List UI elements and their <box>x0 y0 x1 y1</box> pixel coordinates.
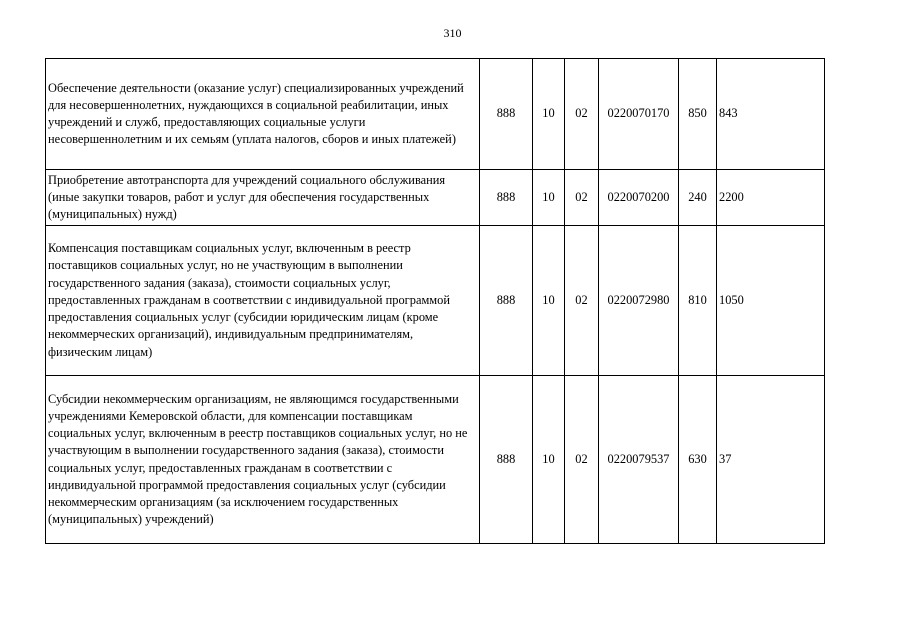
amount-value: 37 <box>717 376 825 544</box>
ministry-code: 888 <box>480 59 533 170</box>
section-code: 10 <box>533 376 565 544</box>
row-description: Обеспечение деятельности (оказание услуг) специализированных учреждений для несовершеннолетних, нуждающихся в социальной реабилитации, иных учреждений и служб, предоставляющих социальные услуги несовершеннолетним и их семьям (уплата налогов, сборов и иных платежей) <box>46 59 480 170</box>
ministry-code: 888 <box>480 170 533 226</box>
row-description: Субсидии некоммерческим организациям, не являющимся государственными учреждениями Кемеровской области, для компенсации поставщикам социальных услуг, включенным в реестр поставщиков социальных услуг, но не участвующим в выполнении государственного задания (заказа), стоимости социальных услуг, предоставленных гражданам в соответствии с индивидуальной программой предоставления социальных услуг (субсидии некоммерческим организациям (за исключением государственных (муниципальных) учреждений) <box>46 376 480 544</box>
amount-value: 843 <box>717 59 825 170</box>
target-article-code: 0220070200 <box>599 170 679 226</box>
table-row <box>46 226 825 376</box>
target-article-code: 0220070170 <box>599 59 679 170</box>
row-description: Компенсация поставщикам социальных услуг, включенным в реестр поставщиков социальных услуг, но не участвующим в выполнении государственного задания (заказа), стоимости социальных услуг, предоставленных гражданам в соответствии с индивидуальной программой предоставления социальных услуг (субсидии юридическим лицам (кроме некоммерческих организаций), индивидуальным предпринимателям, физическим лицам) <box>46 226 480 376</box>
expense-type-code: 630 <box>679 376 717 544</box>
subsection-code: 02 <box>565 376 599 544</box>
ministry-code: 888 <box>480 376 533 544</box>
subsection-code: 02 <box>565 59 599 170</box>
table-row <box>46 376 825 544</box>
section-code: 10 <box>533 59 565 170</box>
subsection-code: 02 <box>565 170 599 226</box>
target-article-code: 0220072980 <box>599 226 679 376</box>
expense-type-code: 240 <box>679 170 717 226</box>
page-number: 310 <box>443 26 462 40</box>
section-code: 10 <box>533 226 565 376</box>
ministry-code: 888 <box>480 226 533 376</box>
expense-type-code: 850 <box>679 59 717 170</box>
subsection-code: 02 <box>565 226 599 376</box>
amount-value: 1050 <box>717 226 825 376</box>
table-row <box>46 59 825 170</box>
budget-table <box>45 58 825 544</box>
target-article-code: 0220079537 <box>599 376 679 544</box>
section-code: 10 <box>533 170 565 226</box>
row-description: Приобретение автотранспорта для учреждений социального обслуживания (иные закупки товаров, работ и услуг для обеспечения государственных (муниципальных) нужд) <box>46 170 480 226</box>
amount-value: 2200 <box>717 170 825 226</box>
expense-type-code: 810 <box>679 226 717 376</box>
table-row <box>46 170 825 226</box>
